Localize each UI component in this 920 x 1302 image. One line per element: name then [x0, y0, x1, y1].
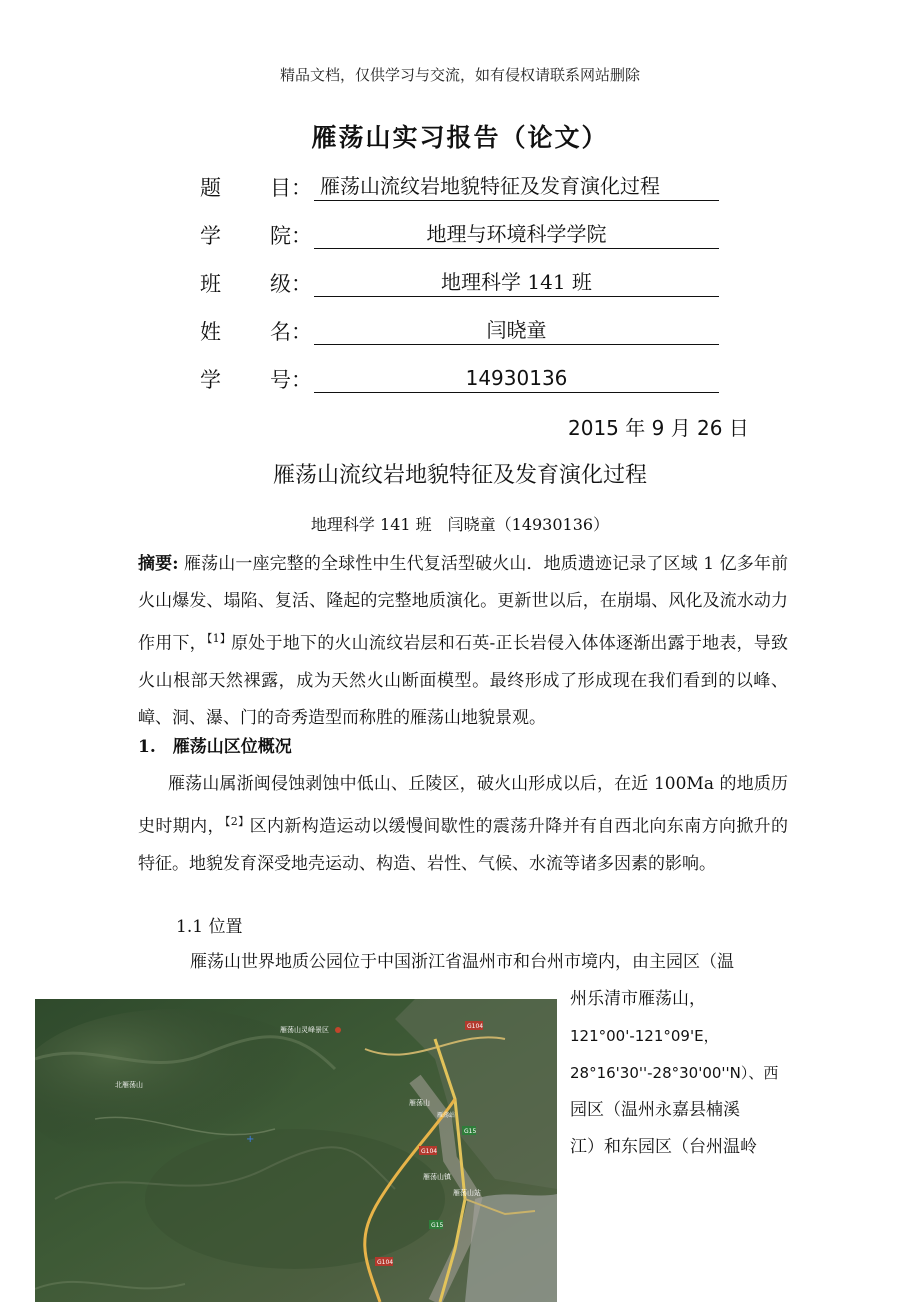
location-line: 州乐清市雁荡山， — [570, 989, 706, 1009]
field-label-char: 题 — [200, 176, 221, 200]
location-line-longitude: 121°00'-121°09'E， — [570, 1027, 719, 1045]
subsection-heading: 1.1 位置 — [176, 917, 243, 937]
section-1-text-1: 雁荡山属浙闽侵蚀剥蚀中低山、丘陵区，破火山形成以后，在近 100Ma 的地质历史时期内， — [138, 774, 788, 837]
map-label-south: 雁荡山站 — [453, 1189, 481, 1197]
scenic-marker-icon — [335, 1027, 341, 1033]
field-label-char: 学 — [200, 368, 221, 392]
road-shield-label: G15 — [464, 1128, 477, 1135]
field-label-char: 号： — [270, 368, 312, 392]
field-label-char: 学 — [200, 224, 221, 248]
location-first-line: 雁荡山世界地质公园位于中国浙江省温州市和台州市境内，由主园区（温 — [190, 952, 734, 972]
field-row-topic — [200, 172, 730, 208]
section-1-heading: 1. 雁荡山区位概况 — [138, 737, 292, 757]
section-1-text-2: 区内新构造运动以缓慢间歇性的震荡升降并有自西北向东南方向掀升的特征。地貌发育深受地壳运动、构造、岩性、气候、水流等诸多因素的影响。 — [138, 816, 789, 874]
header-note: 精品文档，仅供学习与交流，如有侵权请联系网站删除 — [279, 66, 640, 84]
map-label-scenic: 雁荡山灵峰景区 — [280, 1026, 329, 1034]
abstract-text-2: 原处于地下的火山流纹岩层和石英-正长岩侵入体体逐渐出露于地表，导致火山根部天然裸露，成为天然火山断面模型。最终形成了形成现在我们看到的以峰、嶂、洞、瀑、门的奇秀造型而称胜的雁荡山地貌景观。 — [138, 633, 789, 728]
abstract-paragraph — [138, 546, 788, 737]
satellite-map-image — [35, 999, 557, 1302]
road-shield-label: G15 — [431, 1222, 444, 1229]
abstract-label: 摘要 — [138, 554, 173, 574]
document-title: 雁荡山实习报告（论文） — [311, 123, 609, 152]
location-line: 江）和东园区（台州温岭 — [570, 1137, 757, 1157]
location-line: 园区（温州永嘉县楠溪 — [570, 1100, 740, 1120]
road-shield-label: G104 — [421, 1148, 438, 1155]
field-value-name: 闫晓童 — [314, 316, 719, 345]
field-value-student-id: 14930136 — [314, 364, 719, 393]
map-label-town: 雁荡山镇 — [423, 1173, 451, 1181]
field-value-topic: 雁荡山流纹岩地貌特征及发育演化过程 — [314, 172, 719, 201]
location-line-latitude: 28°16'30''-28°30'00''N）、西 — [570, 1064, 779, 1082]
road-shield-label: G104 — [377, 1259, 394, 1266]
author-line: 地理科学 141 班 闫晓童（14930136） — [310, 515, 610, 534]
abstract-colon: : — [172, 554, 179, 574]
field-label-char: 目： — [270, 176, 312, 200]
field-row-college — [200, 220, 730, 256]
location-marker-icon: + — [246, 1134, 255, 1145]
report-date: 2015 年 9 月 26 日 — [568, 416, 749, 440]
field-label-char: 班 — [200, 272, 221, 296]
map-label-station: 雁荡站 — [437, 1112, 456, 1119]
field-label-char: 名： — [270, 320, 312, 344]
field-value-college: 地理与环境科学学院 — [314, 220, 719, 249]
location-side-text — [570, 981, 790, 1166]
satellite-map — [35, 999, 557, 1302]
citation-1: 【1】 — [206, 632, 232, 645]
field-value-class: 地理科学 141 班 — [314, 268, 719, 297]
field-label-char: 姓 — [200, 320, 221, 344]
field-label-char: 级： — [270, 272, 312, 296]
abstract-text-1: 雁荡山一座完整的全球性中生代复活型破火山．地质遗迹记录了区域 1 亿多年前火山爆发、塌陷、复活、隆起的完整地质演化。更新世以后，在崩塌、风化及流水动力作用下， — [138, 554, 788, 654]
field-label-char: 院： — [270, 224, 312, 248]
field-row-name — [200, 316, 730, 352]
field-row-student-id — [200, 364, 730, 400]
section-1-paragraph — [138, 766, 788, 883]
field-row-class — [200, 268, 730, 304]
map-ridge — [145, 1129, 445, 1269]
map-label-north: 北雁荡山 — [115, 1081, 143, 1089]
citation-2: 【2】 — [224, 815, 250, 828]
map-label-yandang: 雁荡山 — [409, 1099, 430, 1107]
paper-title: 雁荡山流纹岩地貌特征及发育演化过程 — [272, 463, 647, 488]
road-shield-label: G104 — [467, 1023, 484, 1030]
